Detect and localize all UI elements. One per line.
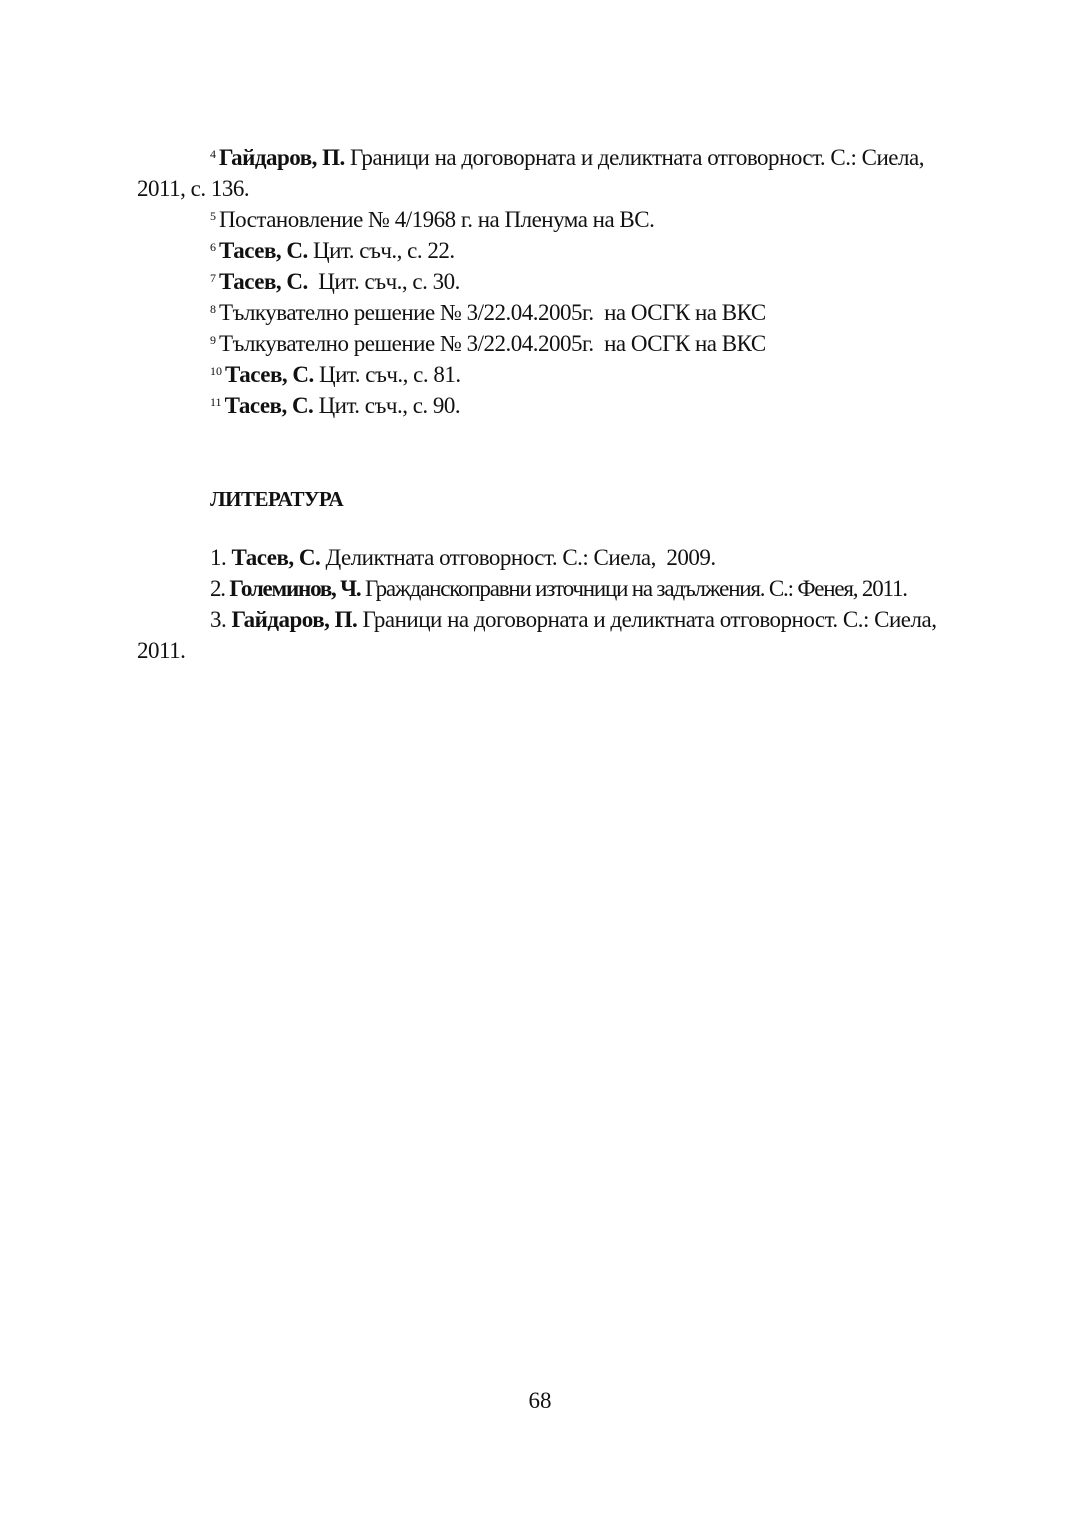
footnote [137, 142, 957, 204]
literature-number: 2. [210, 576, 230, 601]
literature-number: 3. [210, 607, 232, 632]
footnote-number: 5 [210, 209, 216, 223]
literature-item [137, 573, 957, 604]
footnote-text: Цит. съч., с. 22. [307, 238, 455, 263]
footnote-author: Гайдаров, П. [219, 145, 345, 170]
footnote [137, 235, 957, 266]
footnote-author: Тасев, С. [219, 269, 308, 294]
literature-author: Гайдаров, П. [231, 607, 358, 632]
footnote-author: Тасев, С. [219, 238, 308, 263]
footnote-number: 7 [210, 271, 216, 285]
footnote-text: Цит. съч., с. 30. [307, 269, 460, 294]
literature-author: Тасев, С. [231, 545, 321, 570]
literature-text: Гражданскоправни източници на задължения. С.: Фенея, 2011. [360, 576, 907, 601]
page-number: 68 [528, 1388, 552, 1413]
literature-text: Граници на договорната и деликтната отговорност. С.: Сиела, 2011. [137, 607, 937, 663]
literature-text: Деликтната отговорност. С.: Сиела, 2009. [320, 545, 716, 570]
literature-item [137, 542, 957, 573]
footnote-author: Тасев, С. [225, 362, 314, 387]
footnote-number: 8 [210, 302, 216, 316]
footnote [137, 328, 957, 359]
footnote-text: Граници на договорната и деликтната отговорност. С.: Сиела, 2011, с. 136. [137, 145, 924, 201]
literature-number: 1. [210, 545, 232, 570]
literature-item [137, 604, 957, 666]
footnote [137, 204, 957, 235]
footnotes-section [137, 142, 957, 421]
footnote [137, 266, 957, 297]
footnote [137, 390, 957, 421]
footnote [137, 359, 957, 390]
literature-list [137, 542, 957, 666]
footnote-text: Цит. съч., с. 90. [313, 393, 461, 418]
footnote-text: Постановление № 4/1968 г. на Пленума на ВС. [219, 207, 655, 232]
footnote [137, 297, 957, 328]
footnote-text: Тълкувателно решение № 3/22.04.2005г. на ОСГК на ВКС [219, 300, 766, 325]
footnote-text: Тълкувателно решение № 3/22.04.2005г. на ОСГК на ВКС [219, 331, 766, 356]
footnote-number: 4 [210, 147, 216, 161]
literature-author: Големинов, Ч. [229, 576, 361, 601]
footnote-number: 11 [210, 395, 222, 409]
footnote-author: Тасев, С. [224, 393, 314, 418]
footnote-number: 9 [210, 333, 216, 347]
footnote-text: Цит. съч., с. 81. [313, 362, 461, 387]
literature-heading: ЛИТЕРАТУРА [210, 487, 344, 511]
footnote-number: 10 [210, 364, 222, 378]
footnote-number: 6 [210, 240, 216, 254]
